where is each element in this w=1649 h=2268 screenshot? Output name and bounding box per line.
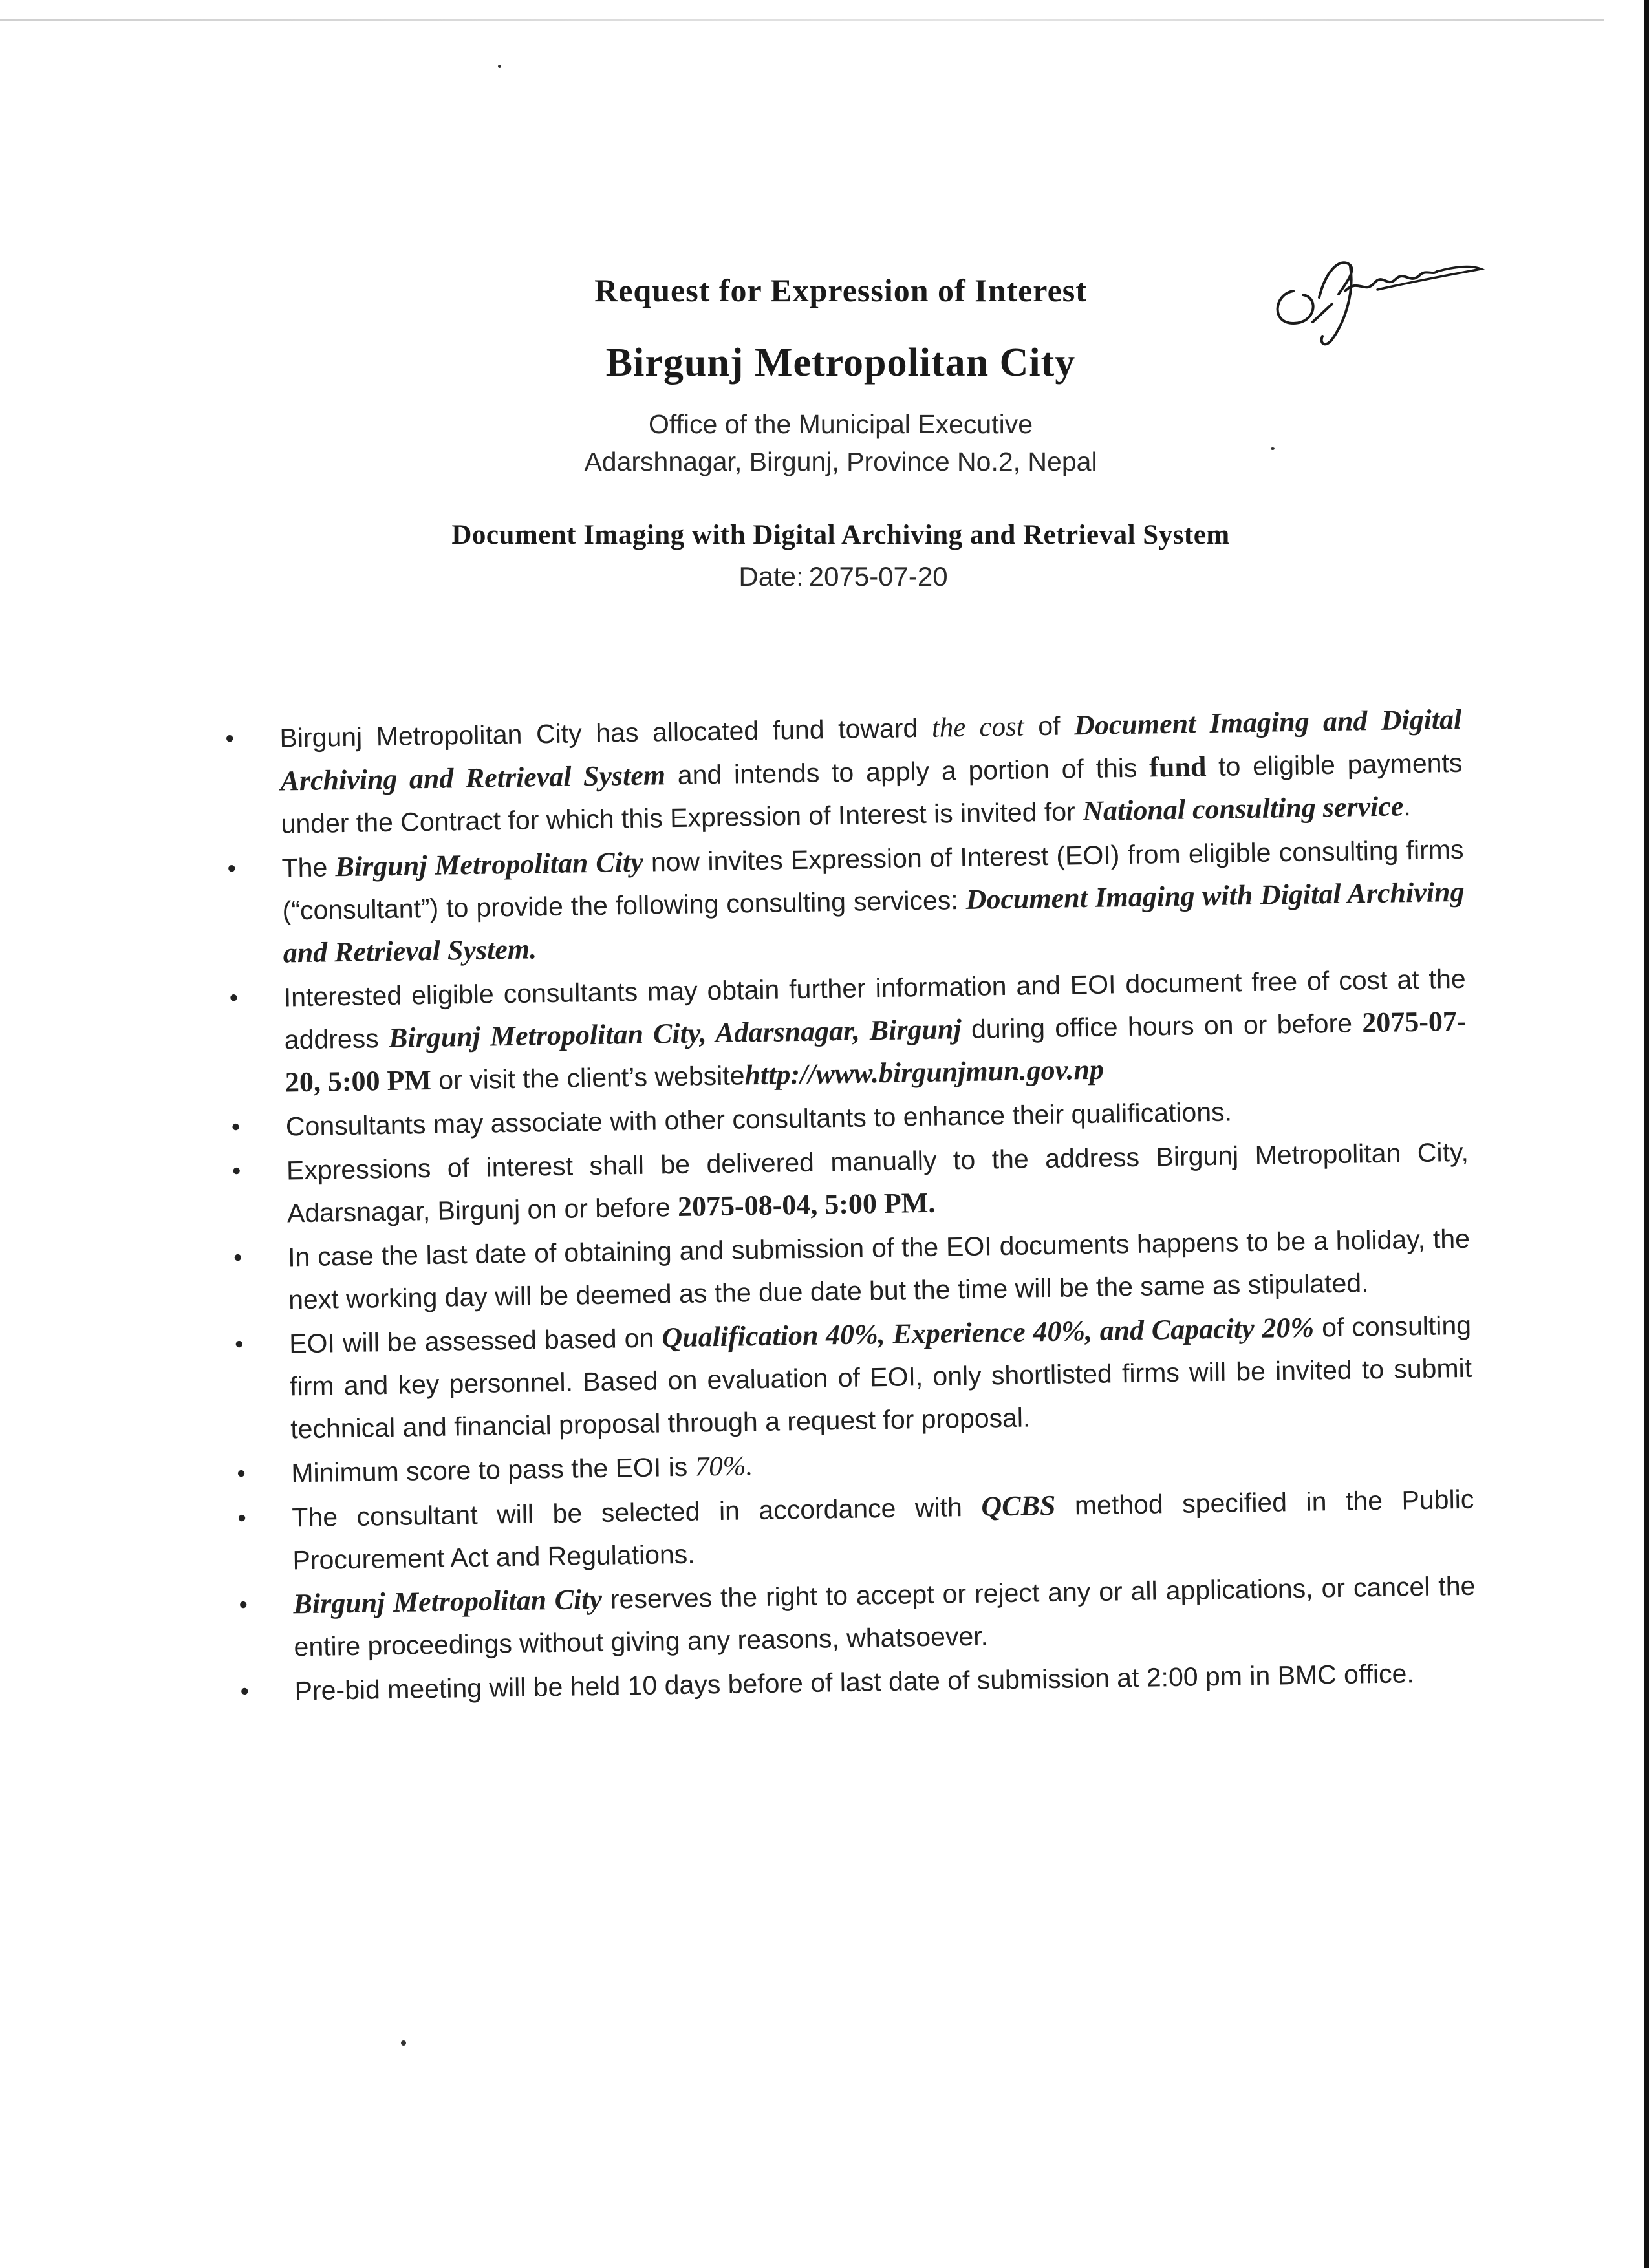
client-website-link[interactable]: http://www.birgunjmun.gov.np [744, 1053, 1105, 1091]
date-value: 2075-07-20 [808, 561, 948, 592]
bullet-bold-text: 2075-07-20, 5:00 PM [285, 1005, 1467, 1098]
organization-name: Birgunj Metropolitan City [605, 341, 1076, 385]
list-item [220, 698, 1463, 846]
bullet-emphasis-text: National consulting service [1082, 790, 1404, 828]
bullet-emphasis-text: Birgunj Metropolitan City, Adarsnagar, Birgunj [388, 1013, 962, 1054]
document-heading: Request for Expression of Interest [594, 272, 1087, 308]
date-line [259, 561, 1423, 592]
scan-edge-right [1644, 0, 1649, 2268]
list-item [222, 828, 1465, 976]
bullet-text: Birgunj Metropolitan City has allocated fund toward [279, 712, 932, 753]
bullet-text: Minimum score to pass the EOI is [291, 1451, 695, 1488]
bullet-text: of consulting firm and key personnel. Based on evaluation of EOI, only shortlisted firms will be invited to submit technical and financial proposal through a request for proposal. [289, 1310, 1472, 1444]
bullet-text: Expressions of interest shall be delivered manually to the address Birgunj Metropolitan City, Adarsnagar, Birgunj on or before [286, 1137, 1469, 1228]
bullet-text: to eligible payments under the Contract for which this Expression of Interest is invited for [281, 747, 1463, 839]
bullet-text: now invites Expression of Interest (EOI) from eligible consulting firms (“consultant”) to provide the following consulting services: [282, 834, 1464, 926]
bullet-emphasis-text: Document Imaging and Digital Archiving and Retrieval System [280, 703, 1462, 797]
list-item [224, 957, 1467, 1105]
bullet-text: Pre-bid meeting will be held 10 days before of last date of submission at 2:00 pm in BMC office. [294, 1658, 1415, 1706]
bullet-text: . [1403, 791, 1412, 822]
scan-speck [498, 65, 501, 68]
bullet-text: Consultants may associate with other consultants to enhance their qualifications. [285, 1097, 1233, 1142]
bullet-text: In case the last date of obtaining and submission of the EOI documents happens to be a holiday, the next working day will be deemed as the due date but the time will be the same as stipulated. [287, 1223, 1471, 1315]
date-label: Date: [738, 561, 804, 592]
office-address: Adarshnagar, Birgunj, Province No.2, Nepal [584, 447, 1097, 476]
bullet-bold-text: 2075-08-04, 5:00 PM. [677, 1186, 936, 1223]
eoi-bullet-list [220, 698, 1477, 1715]
scan-speck [401, 2040, 406, 2046]
bullet-text: or visit the client’s website [431, 1060, 745, 1095]
bullet-italic-text: the cost [931, 711, 1025, 744]
bullet-text: reserves the right to accept or reject any or all applications, or cancel the entire proceedings without giving any reasons, whatsoever. [294, 1570, 1476, 1662]
bullet-text: Interested eligible consultants may obtain further information and EOI document free of cost at the address [283, 963, 1466, 1055]
bullet-emphasis-text: Birgunj Metropolitan City [335, 846, 644, 883]
bullet-text: The consultant will be selected in accordance with [292, 1492, 982, 1533]
bullet-italic-text: 70%. [695, 1451, 753, 1482]
document-header [259, 272, 1423, 592]
bullet-emphasis-text: QCBS [981, 1489, 1056, 1523]
bullet-text: of [1024, 711, 1075, 742]
bullet-emphasis-text: Birgunj Metropolitan City [293, 1583, 603, 1620]
bullet-emphasis-text: Qualification 40%, Experience 40%, and Capacity 20% [661, 1311, 1315, 1354]
bullet-emphasis-text: Document Imaging with Digital Archiving and Retrieval System. [283, 875, 1465, 969]
bullet-bold-text: fund [1148, 751, 1207, 784]
scan-edge-top [0, 19, 1604, 21]
project-title: Document Imaging with Digital Archiving and Retrieval System [451, 520, 1230, 550]
bullet-text: EOI will be assessed based on [288, 1323, 662, 1359]
bullet-text: method specified in the Public Procurement Act and Regulations. [292, 1484, 1474, 1576]
list-item [230, 1304, 1473, 1451]
bullet-text: during office hours on or before [961, 1008, 1363, 1045]
office-name: Office of the Municipal Executive [648, 409, 1033, 439]
bullet-text: and intends to apply a portion of this [665, 753, 1150, 791]
bullet-text: The [281, 852, 336, 883]
